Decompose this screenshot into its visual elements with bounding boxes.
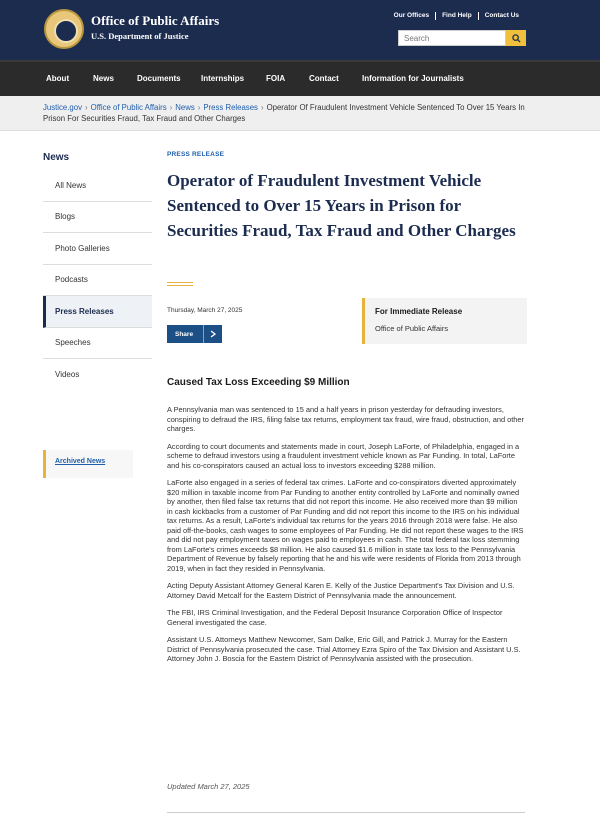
article-paragraph: LaForte also engaged in a series of federal tax crimes. LaForte and co-conspirators diverted approximately $20 million in taxable income from Par Funding to another entity controlled by LaForte and nominally owned by another, then filed false tax returns that did not report this income. He also received more than $9 million in cash kickbacks from a customer of Par Funding and did not report this income to the IRS on his individual tax returns. As a result, LaForte's individual tax returns for the years 2016 through 2018 were false. He also paid off-the-books, cash wages to some employees of Par Funding. He did not report these wages to the IRS and did not pay employment taxes on wages paid to employees in cash. The total federal tax loss stemming from LaForte's crimes exceeds $8 million. He also caused $1.6 million in state tax loss to the Pennsylvania Department of Revenue by falsely reporting that he and his wife were residents of Florida from 2013 through 2019, when in fact they resided in Pennsylvania. (167, 478, 524, 573)
breadcrumb-separator-icon: › (197, 103, 201, 112)
site-title[interactable]: Office of Public Affairs (91, 13, 220, 28)
site-subtitle: U.S. Department of Justice (91, 31, 189, 41)
breadcrumb-current: Operator Of Fraudulent Investment Vehicle Sentenced To Over 15 Years In Prison For Securities Fraud, Tax Fraud and Other Charges (43, 103, 525, 123)
article-paragraph: The FBI, IRS Criminal Investigation, and the Federal Deposit Insurance Corporation Office of Inspector General investigated the case. (167, 608, 503, 627)
article-body (167, 405, 525, 672)
main-nav (0, 60, 600, 96)
sidebar-item-all-news[interactable]: All News (43, 170, 152, 202)
sidebar-item-podcasts[interactable]: Podcasts (43, 265, 152, 297)
utility-link-our-offices[interactable]: Our Offices (393, 12, 430, 19)
article-subheading: Caused Tax Loss Exceeding $9 Million (167, 377, 350, 388)
utility-links (388, 12, 525, 20)
sidebar-item-speeches[interactable]: Speeches (43, 328, 152, 360)
article-kicker: PRESS RELEASE (167, 151, 225, 158)
release-office: Office of Public Affairs (375, 324, 449, 333)
title-accent-rule (167, 282, 193, 286)
search-input[interactable]: Search (398, 30, 506, 46)
sidebar-item-blogs[interactable]: Blogs (43, 202, 152, 234)
nav-item-about[interactable]: About (46, 74, 70, 83)
archived-news-link[interactable]: Archived News (55, 458, 106, 465)
breadcrumb-separator-icon: › (85, 103, 88, 112)
doj-seal-logo[interactable] (44, 9, 84, 49)
breadcrumb-link-office-of-public-affairs[interactable]: Office of Public Affairs (90, 103, 167, 112)
nav-item-information-for-journalists[interactable]: Information for Journalists (362, 74, 464, 83)
utility-link-contact-us[interactable]: Contact Us (478, 12, 525, 20)
archived-news-box (43, 450, 133, 478)
breadcrumb-link-news[interactable]: News (175, 103, 195, 112)
article-date: Thursday, March 27, 2025 (167, 307, 243, 314)
chevron-right-icon (203, 325, 222, 343)
sidebar-title[interactable]: News (43, 152, 70, 163)
breadcrumb (0, 96, 600, 131)
sidebar-item-photo-galleries[interactable]: Photo Galleries (43, 233, 152, 265)
breadcrumb-separator-icon: › (169, 103, 173, 112)
nav-item-foia[interactable]: FOIA (266, 74, 286, 83)
nav-item-documents[interactable]: Documents (137, 74, 181, 83)
sidebar-item-videos[interactable]: Videos (55, 370, 80, 380)
sidebar-nav (43, 170, 152, 391)
nav-item-contact[interactable]: Contact (309, 74, 339, 83)
article-paragraph: Acting Deputy Assistant Attorney General Karen E. Kelly of the Justice Department's Tax Division and U.S. Attorney David Metcalf for the Eastern District of Pennsylvania made the announcement. (167, 581, 515, 600)
share-label: Share (175, 330, 194, 338)
breadcrumb-separator-icon: › (260, 103, 264, 112)
nav-item-news[interactable]: News (93, 74, 114, 83)
article-title: Operator of Fraudulent Investment Vehicle Sentenced to Over 15 Years in Prison for Securities Fraud, Tax Fraud and Other Charges (167, 171, 516, 240)
site-header (0, 0, 600, 60)
sidebar-item-press-releases[interactable]: Press Releases (43, 296, 152, 328)
search-icon (512, 34, 521, 43)
search-button[interactable] (506, 30, 526, 46)
share-button[interactable] (167, 325, 222, 343)
nav-item-internships[interactable]: Internships (201, 74, 245, 83)
utility-link-find-help[interactable]: Find Help (435, 12, 478, 20)
article-paragraph: According to court documents and statements made in court, Joseph LaForte, of Philadelphia, engaged in a scheme to defraud investors using a fraudulent investment vehicle known as Par Funding. In total, LaForte and his co-conspirators caused an actual loss to investors exceeding $288 million. (167, 441, 520, 470)
release-type: For Immediate Release (375, 307, 463, 316)
article-paragraph: Assistant U.S. Attorneys Matthew Newcomer, Sam Dalke, Eric Gill, and Patrick J. Murray for the Eastern District of Pennsylvania prosecuted the case. Trial Attorney Ezra Spiro of the Tax Division and Assistant U.S. Attorney John J. Boscia for the Eastern District of Pennsylvania assisted with the prosecution. (167, 635, 521, 663)
updated-date: Updated March 27, 2025 (167, 782, 250, 791)
breadcrumb-link-press-releases[interactable]: Press Releases (203, 103, 258, 112)
divider (167, 812, 525, 813)
article-paragraph: A Pennsylvania man was sentenced to 15 and a half years in prison yesterday for defrauding investors, conspiring to defraud the IRS, filing false tax returns, employment tax fraud, wire fraud, obstruction, and other charges. (167, 405, 524, 433)
breadcrumb-link-justice-gov[interactable]: Justice.gov (43, 103, 83, 112)
release-info-box (362, 298, 527, 344)
